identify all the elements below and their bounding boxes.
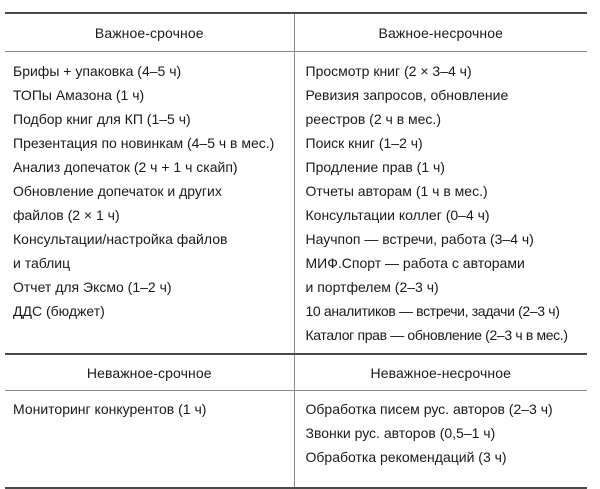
list-item: ДДС (бюджет) xyxy=(13,303,105,319)
list-item: Обновление допечаток и других xyxy=(13,183,222,199)
quadrant-important-urgent xyxy=(5,52,294,354)
list-item: Презентация по новинкам (4–5 ч в мес.) xyxy=(13,135,275,151)
list-item: Консультации коллег (0–4 ч) xyxy=(305,207,490,223)
list-item: файлов (2 × 1 ч) xyxy=(13,207,120,223)
quadrant-title-not-important-not-urgent: Неважное-несрочное xyxy=(294,354,587,391)
list-item: и портфелем (2–3 ч) xyxy=(305,279,439,295)
list-item: МИФ.Спорт — работа с авторами xyxy=(305,255,525,271)
list-item: Звонки рус. авторов (0,5–1 ч) xyxy=(305,425,496,441)
list-item: Каталог прав — обновление (2–3 ч в мес.) xyxy=(305,327,568,343)
list-item: и таблиц xyxy=(13,255,71,271)
list-item: 10 аналитиков — встречи, задачи (2–3 ч) xyxy=(305,303,560,319)
list-item: Обработка рекомендаций (3 ч) xyxy=(305,449,507,465)
list-item: Консультации/настройка файлов xyxy=(13,231,228,247)
list-item: Ревизия запросов, обновление xyxy=(305,87,509,103)
matrix-header-row-top xyxy=(5,13,587,52)
list-item: Научпоп — встречи, работа (3–4 ч) xyxy=(305,231,534,247)
list-item: Брифы + упаковка (4–5 ч) xyxy=(13,63,182,79)
list-item: Просмотр книг (2 × 3–4 ч) xyxy=(305,63,472,79)
quadrant-not-important-urgent xyxy=(5,391,294,488)
list-item: Подбор книг для КП (1–5 ч) xyxy=(13,111,191,127)
eisenhower-matrix xyxy=(5,12,587,489)
list-item: реестров (2 ч в мес.) xyxy=(305,111,441,127)
quadrant-title-important-urgent: Важное-срочное xyxy=(5,13,294,52)
list-item: Отчеты авторам (1 ч в мес.) xyxy=(305,183,488,199)
matrix-header-row-bottom xyxy=(5,354,587,391)
list-item: Продление прав (1 ч) xyxy=(305,159,445,175)
quadrant-title-important-not-urgent: Важное-несрочное xyxy=(378,24,503,41)
matrix-body-row-top xyxy=(5,52,587,354)
list-item: ТОПы Амазона (1 ч) xyxy=(13,87,145,103)
list-item: Мониторинг конкурентов (1 ч) xyxy=(13,401,207,417)
quadrant-not-important-not-urgent xyxy=(294,391,587,488)
list-item: Обработка писем рус. авторов (2–3 ч) xyxy=(305,401,553,417)
matrix-body-row-bottom xyxy=(5,391,587,488)
quadrant-title-not-important-urgent: Неважное-срочное xyxy=(5,354,294,391)
list-item: Поиск книг (1–2 ч) xyxy=(305,135,423,151)
list-item: Отчет для Эксмо (1–2 ч) xyxy=(13,279,172,295)
list-item: Анализ допечаток (2 ч + 1 ч скайп) xyxy=(13,159,238,175)
quadrant-important-not-urgent xyxy=(294,52,587,354)
